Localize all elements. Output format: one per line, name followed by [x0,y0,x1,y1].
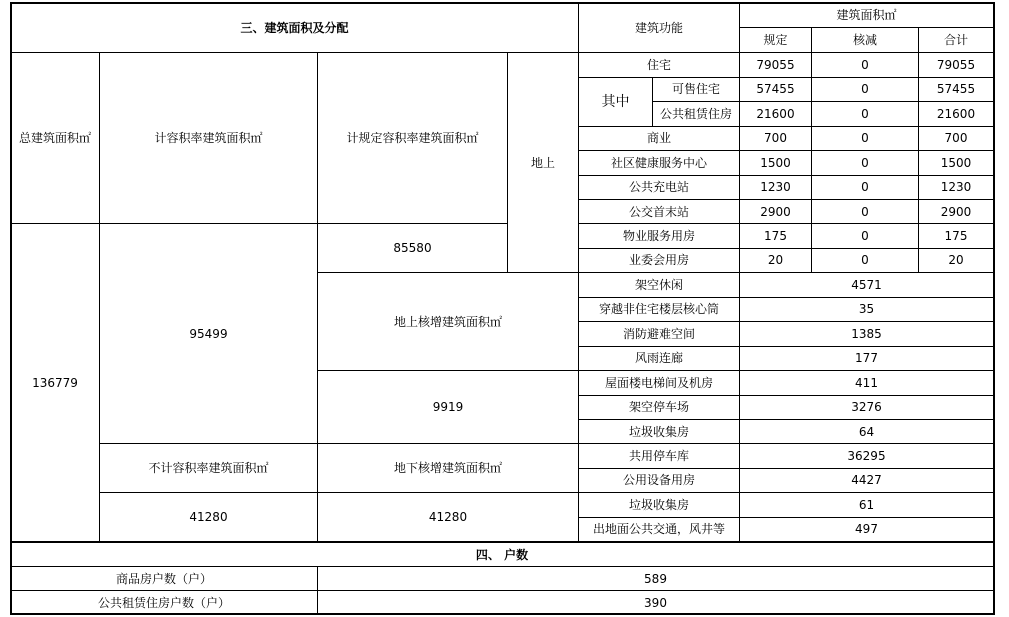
value-rule: 700 [740,127,812,152]
public-rental-households-value: 390 [318,591,994,614]
value-total: 20 [919,249,994,274]
function-name: 共用停车库 [579,444,740,469]
value-total: 21600 [919,102,994,127]
area-value: 61 [740,493,994,518]
among-label: 其中 [579,78,653,127]
below-add-label: 地下核增建筑面积㎡ [318,444,579,493]
below-add-value: 41280 [318,493,579,542]
total-area-label: 总建筑面积㎡ [11,53,100,224]
function-name: 物业服务用房 [579,224,740,249]
commercial-households-label: 商品房户数（户） [11,567,318,591]
value-reduce: 0 [812,176,919,201]
function-name: 出地面公共交通，风井等 [579,518,740,543]
area-value: 1385 [740,322,994,347]
value-total: 1230 [919,176,994,201]
value-rule: 1500 [740,151,812,176]
function-name: 公共充电站 [579,176,740,201]
value-rule: 1230 [740,176,812,201]
rule-far-label: 计规定容积率建筑面积㎡ [318,53,508,224]
function-name: 可售住宅 [653,78,740,103]
col-total-header: 合计 [919,28,994,53]
value-total: 1500 [919,151,994,176]
value-rule: 21600 [740,102,812,127]
function-name: 穿越非住宅楼层核心筒 [579,298,740,323]
rule-far-value: 85580 [318,224,508,273]
function-name: 业委会用房 [579,249,740,274]
value-total: 2900 [919,200,994,224]
col-area-header: 建筑面积㎡ [740,3,994,28]
value-reduce: 0 [812,102,919,127]
public-rental-households-label: 公共租赁住房户数（户） [11,591,318,614]
total-area-value: 136779 [11,224,100,542]
value-reduce: 0 [812,53,919,78]
above-ground-label: 地上 [508,53,579,273]
function-name: 消防避难空间 [579,322,740,347]
area-value: 177 [740,347,994,372]
function-name: 社区健康服务中心 [579,151,740,176]
above-add-value: 9919 [318,371,579,444]
nonfar-label: 不计容积率建筑面积㎡ [100,444,318,493]
area-value: 411 [740,371,994,396]
function-name: 屋面楼电梯间及机房 [579,371,740,396]
value-rule: 79055 [740,53,812,78]
function-name: 垃圾收集房 [579,420,740,444]
value-reduce: 0 [812,224,919,249]
value-rule: 2900 [740,200,812,224]
function-name: 架空停车场 [579,396,740,421]
col-rule-header: 规定 [740,28,812,53]
function-name: 住宅 [579,53,740,78]
area-value: 36295 [740,444,994,469]
commercial-households-value: 589 [318,567,994,591]
function-name: 架空休闲 [579,273,740,298]
area-value: 3276 [740,396,994,421]
value-reduce: 0 [812,151,919,176]
area-value: 4571 [740,273,994,298]
value-rule: 57455 [740,78,812,103]
area-value: 4427 [740,469,994,494]
function-name: 商业 [579,127,740,152]
value-total: 700 [919,127,994,152]
col-reduce-header: 核减 [812,28,919,53]
value-total: 175 [919,224,994,249]
value-rule: 175 [740,224,812,249]
nonfar-value: 41280 [100,493,318,542]
value-reduce: 0 [812,249,919,274]
far-area-value: 95499 [100,224,318,444]
value-total: 79055 [919,53,994,78]
value-reduce: 0 [812,200,919,224]
function-name: 公交首末站 [579,200,740,224]
function-name: 风雨连廊 [579,347,740,372]
section3-title: 三、建筑面积及分配 [11,3,579,53]
function-name: 公共租赁住房 [653,102,740,127]
area-value: 64 [740,420,994,444]
above-add-label: 地上核增建筑面积㎡ [318,273,579,371]
far-area-label: 计容积率建筑面积㎡ [100,53,318,224]
col-function-header: 建筑功能 [579,3,740,53]
function-name: 垃圾收集房 [579,493,740,518]
value-rule: 20 [740,249,812,274]
area-value: 35 [740,298,994,323]
section4-title: 四、 户数 [11,543,994,567]
area-value: 497 [740,518,994,543]
function-name: 公用设备用房 [579,469,740,494]
value-reduce: 0 [812,127,919,152]
value-total: 57455 [919,78,994,103]
value-reduce: 0 [812,78,919,103]
